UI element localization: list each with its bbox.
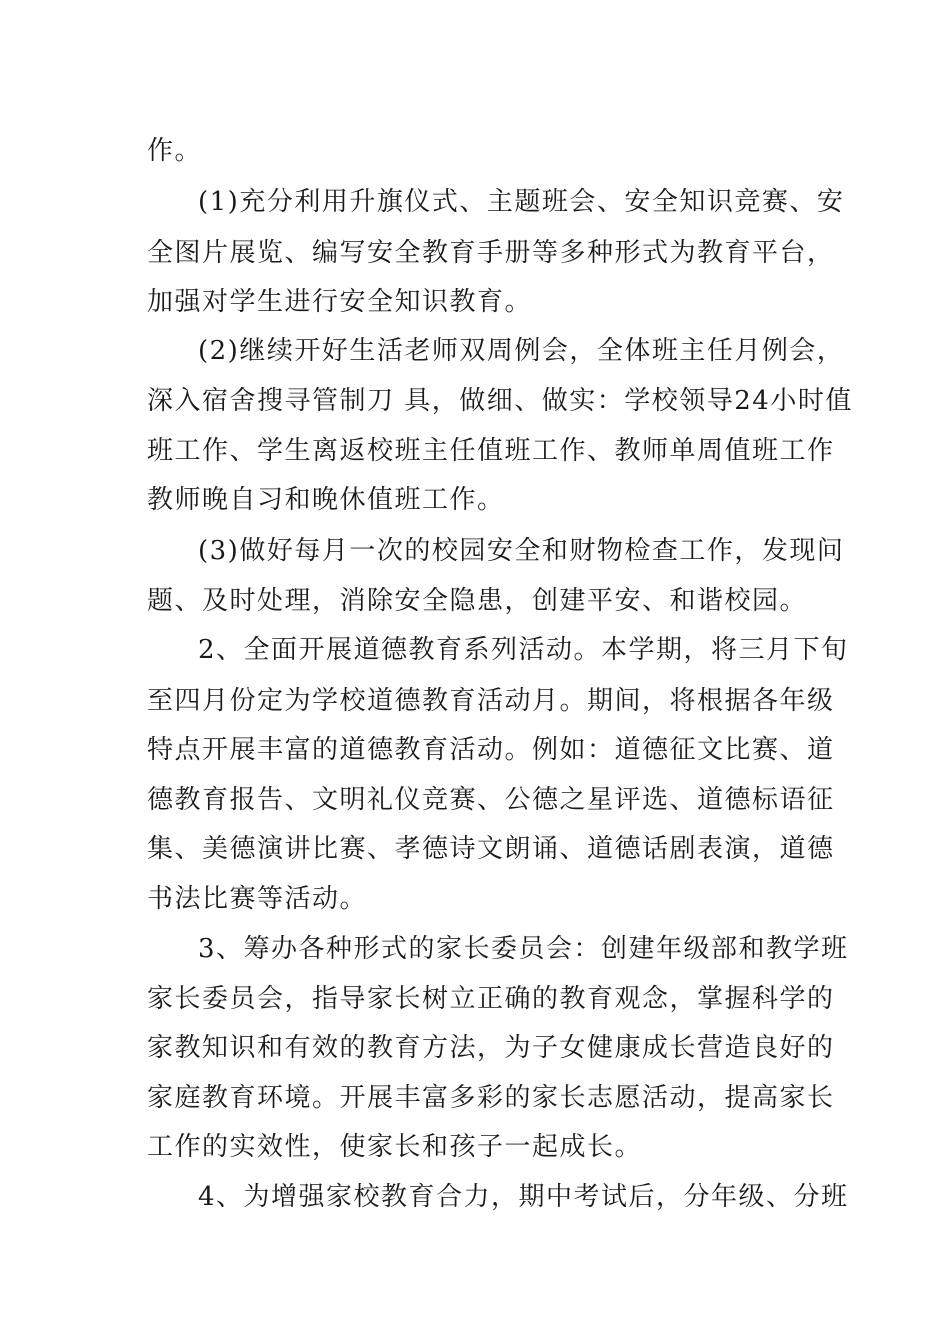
paragraph-4-line-1: 2、全面开展道德教育系列活动。本学期，将三月下旬 [198, 635, 849, 665]
text-line: 家长委员会，指导家长树立正确的教育观念，掌握科学的 [147, 984, 835, 1014]
text-line: 深入宿舍搜寻管制刀 具，做细、做实：学校领导24小时值 [147, 386, 853, 416]
text-line: 集、美德演讲比赛、孝德诗文朗诵、道德话剧表演，道德 [147, 834, 835, 864]
paragraph-3-line-1: (3)做好每月一次的校园安全和财物检查工作，发现问 [198, 536, 845, 566]
text-line: 特点开展丰富的道德教育活动。例如：道德征文比赛、道 [147, 735, 835, 765]
text-line: 作。 [147, 136, 203, 166]
paragraph-6-line-1: 4、为增强家校教育合力，期中考试后，分年级、分班 [198, 1182, 849, 1212]
text-line: 工作的实效性，使家长和孩子一起成长。 [147, 1132, 643, 1162]
text-line: 书法比赛等活动。 [147, 884, 368, 914]
paragraph-2-line-1: (2)继续开好生活老师双周例会，全体班主任月例会， [198, 336, 845, 366]
paragraph-1-line-1: (1)充分利用升旗仪式、主题班会、安全知识竞赛、安 [198, 187, 845, 217]
paragraph-5-line-1: 3、筹办各种形式的家长委员会：创建年级部和教学班 [198, 934, 849, 964]
text-line: 家庭教育环境。开展丰富多彩的家长志愿活动，提高家长 [147, 1083, 835, 1113]
text-line: 加强对学生进行安全知识教育。 [147, 287, 533, 317]
text-line: 德教育报告、文明礼仪竞赛、公德之星评选、道德标语征 [147, 785, 835, 815]
text-line: 至四月份定为学校道德教育活动月。期间，将根据各年级 [147, 686, 835, 716]
text-line: 班工作、学生离返校班主任值班工作、教师单周值班工作 [147, 436, 835, 466]
text-line: 家教知识和有效的教育方法，为子女健康成长营造良好的 [147, 1033, 835, 1063]
text-line: 教师晚自习和晚休值班工作。 [147, 485, 505, 515]
text-line: 题、及时处理，消除安全隐患，创建平安、和谐校园。 [147, 586, 808, 616]
text-line: 全图片展览、编写安全教育手册等多种形式为教育平台， [147, 238, 835, 268]
